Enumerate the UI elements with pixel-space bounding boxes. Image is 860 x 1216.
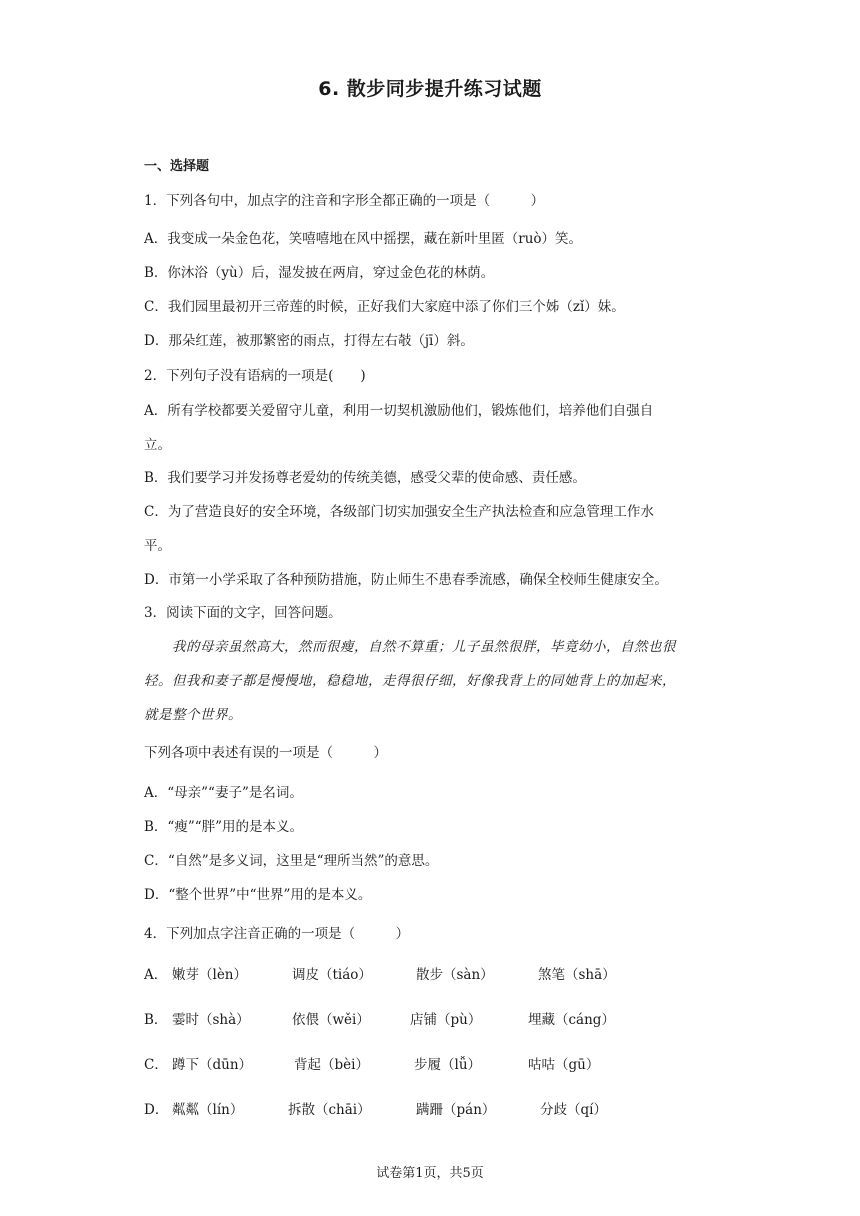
option-item: 煞笔（shā） xyxy=(538,967,616,983)
question-2-option-c: C．为了营造良好的安全环境，各级部门切实加强安全生产执法检查和应急管理工作水 xyxy=(144,504,654,520)
option-letter: C． xyxy=(144,1057,168,1073)
option-item: 分歧（qí） xyxy=(540,1102,607,1118)
question-2-option-c-cont: 平。 xyxy=(144,538,171,554)
question-3-stem: 3．阅读下面的文字，回答问题。 xyxy=(144,605,342,621)
question-3-option-a: A．“母亲”“妻子”是名词。 xyxy=(144,785,303,801)
option-item: 嫩芽（lèn） xyxy=(172,967,248,983)
option-letter: D． xyxy=(144,1102,169,1118)
option-letter: A． xyxy=(144,967,168,983)
question-1-option-c: C．我们园里最初开三帝莲的时候，正好我们大家庭中添了你们三个姊（zǐ）妹。 xyxy=(144,299,625,315)
option-item: 蹒跚（pán） xyxy=(416,1102,496,1118)
passage-line-1: 我的母亲虽然高大，然而很瘦，自然不算重；儿子虽然很胖，毕竟幼小，自然也很 xyxy=(172,639,676,655)
passage-line-3: 就是整个世界。 xyxy=(144,707,242,723)
option-item: 埋藏（cáng） xyxy=(528,1012,615,1028)
option-letter: B． xyxy=(144,1012,168,1028)
section-heading: 一、选择题 xyxy=(144,159,210,174)
option-item: 拆散（chāi） xyxy=(288,1102,371,1118)
question-1-option-a: A．我变成一朵金色花，笑嘻嘻地在风中摇摆，藏在新叶里匿（ruò）笑。 xyxy=(144,231,583,247)
question-1-option-d: D．那朵红莲，被那繁密的雨点，打得左右攲（jī）斜。 xyxy=(144,333,474,349)
question-3-sub-stem: 下列各项中表述有误的一项是（ ） xyxy=(144,745,387,761)
option-item: 背起（bèi） xyxy=(294,1057,369,1073)
question-3-option-b: B．“瘦”“胖”用的是本义。 xyxy=(144,819,304,835)
option-item: 霎时（shà） xyxy=(172,1012,250,1028)
question-2-stem: 2．下列句子没有语病的一项是( ) xyxy=(144,368,366,384)
option-item: 咕咕（gū） xyxy=(528,1057,600,1073)
option-item: 散步（sàn） xyxy=(416,967,494,983)
question-2-option-d: D．市第一小学采取了各种预防措施，防止师生不患春季流感，确保全校师生健康安全。 xyxy=(144,572,668,588)
question-1-stem: 1．下列各句中，加点字的注音和字形全都正确的一项是（ ） xyxy=(144,193,545,209)
question-1-option-b: B．你沐浴（yù）后，湿发披在两肩，穿过金色花的林荫。 xyxy=(144,265,495,281)
option-item: 店铺（pù） xyxy=(410,1012,482,1028)
option-item: 步履（lǚ） xyxy=(414,1057,482,1073)
passage-line-2: 轻。但我和妻子都是慢慢地，稳稳地，走得很仔细，好像我背上的同她背上的加起来， xyxy=(144,673,676,689)
question-2-option-a-cont: 立。 xyxy=(144,437,171,453)
option-item: 粼粼（lín） xyxy=(172,1102,244,1118)
question-4-stem: 4．下列加点字注音正确的一项是（ ） xyxy=(144,926,410,942)
option-item: 调皮（tiáo） xyxy=(292,967,372,983)
option-item: 蹲下（dūn） xyxy=(172,1057,253,1073)
question-2-option-a: A．所有学校都要关爱留守儿童，利用一切契机激励他们，锻炼他们，培养他们自强自 xyxy=(144,403,654,419)
question-3-option-d: D．“整个世界”中“世界”用的是本义。 xyxy=(144,887,372,903)
page-title: 6. 散步同步提升练习试题 xyxy=(318,78,542,100)
question-2-option-b: B．我们要学习并发扬尊老爱幼的传统美德，感受父辈的使命感、责任感。 xyxy=(144,470,586,486)
question-3-option-c: C．“自然”是多义词，这里是“理所当然”的意思。 xyxy=(144,853,439,869)
page-footer: 试卷第1页，共5页 xyxy=(376,1166,484,1181)
option-item: 依偎（wěi） xyxy=(292,1012,370,1028)
